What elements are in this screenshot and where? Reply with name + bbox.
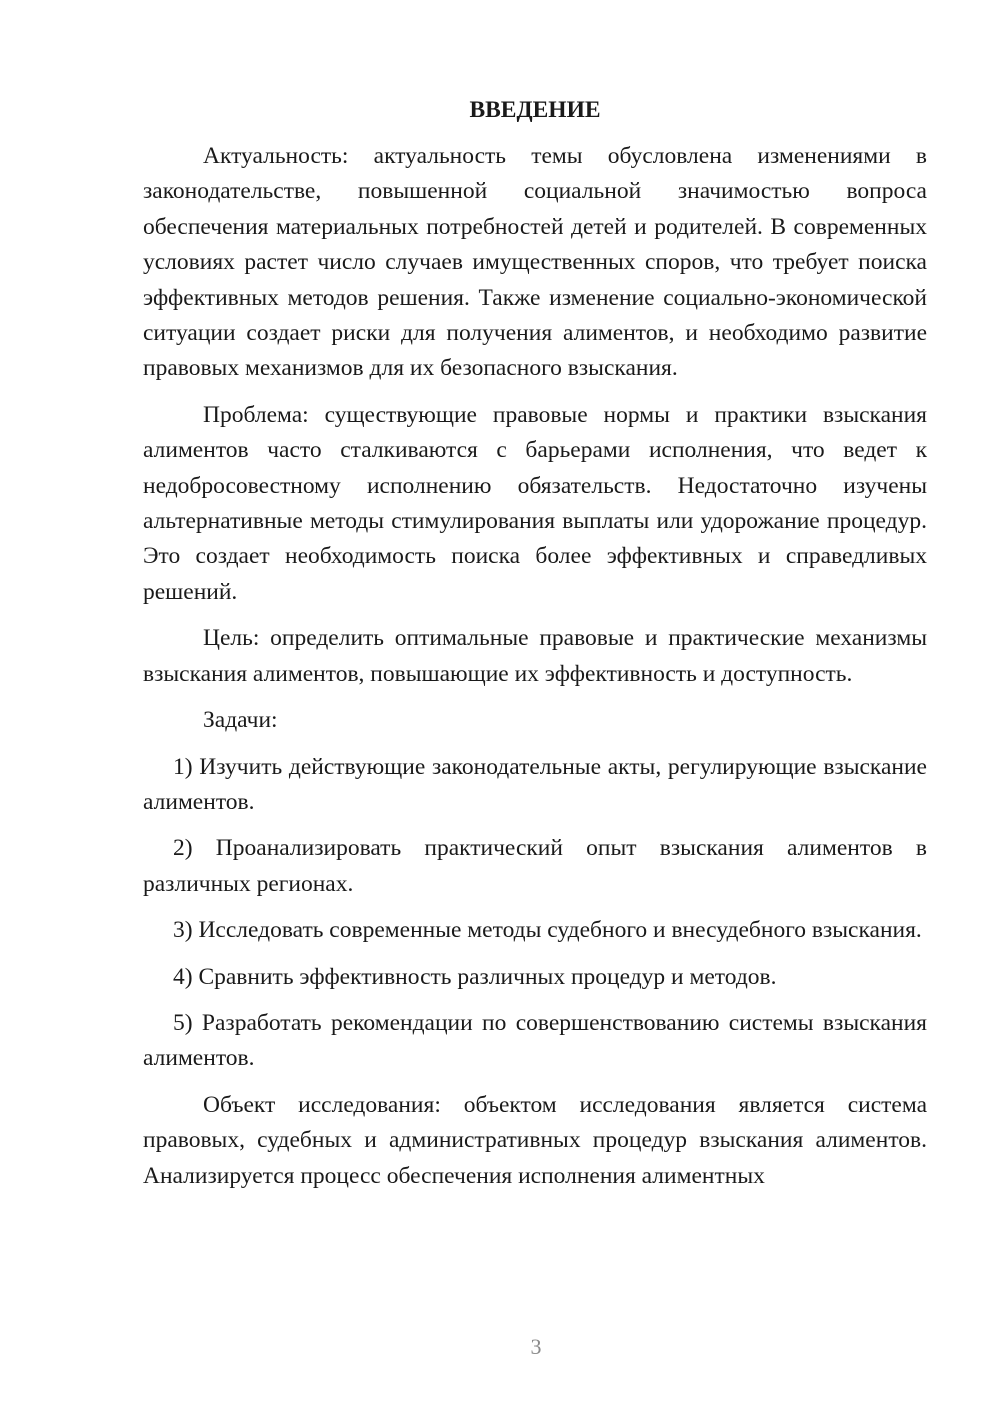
task-item-4: 4) Сравнить эффективность различных процедур и методов. [173, 963, 777, 990]
document-body [143, 92, 927, 1194]
paragraph-object: Объект исследования: объектом исследования является система правовых, судебных и административных процедур взыскания алиментов. Анализируется процесс обеспечения исполнения алиментных [143, 1091, 927, 1189]
task-item-1: 1) Изучить действующие законодательные акты, регулирующие взыскание алиментов. [143, 753, 927, 815]
paragraph-problem: Проблема: существующие правовые нормы и практики взыскания алиментов часто сталкиваются с барьерами исполнения, что ведет к недобросовестному исполнению обязательств. Недостаточно изучены альтернативные методы стимулирования выплаты или удорожание процедур. Это создает необходимость поиска более эффективных и справедливых решений. [143, 401, 927, 605]
task-item-2: 2) Проанализировать практический опыт взыскания алиментов в различных регионах. [143, 835, 927, 897]
page-number: 3 [530, 1334, 542, 1359]
task-item-3: 3) Исследовать современные методы судебного и внесудебного взыскания. [173, 917, 922, 944]
tasks-heading: Задачи: [203, 707, 278, 734]
section-title: ВВЕДЕНИЕ [469, 97, 601, 123]
task-item-5: 5) Разработать рекомендации по совершенствованию системы взыскания алиментов. [143, 1009, 927, 1072]
paragraph-relevance: Актуальность: актуальность темы обусловлена изменениями в законодательстве, повышенной социальной значимостью вопроса обеспечения материальных потребностей детей и родителей. В современных условиях растет число случаев имущественных споров, что требует поиска эффективных методов решения. Также изменение социально-экономической ситуации создает риски для получения алиментов, и необходимо развитие правовых механизмов для их безопасного взыскания. [143, 143, 927, 382]
paragraph-goal: Цель: определить оптимальные правовые и практические механизмы взыскания алиментов, повышающие их эффективность и доступность. [143, 625, 927, 687]
